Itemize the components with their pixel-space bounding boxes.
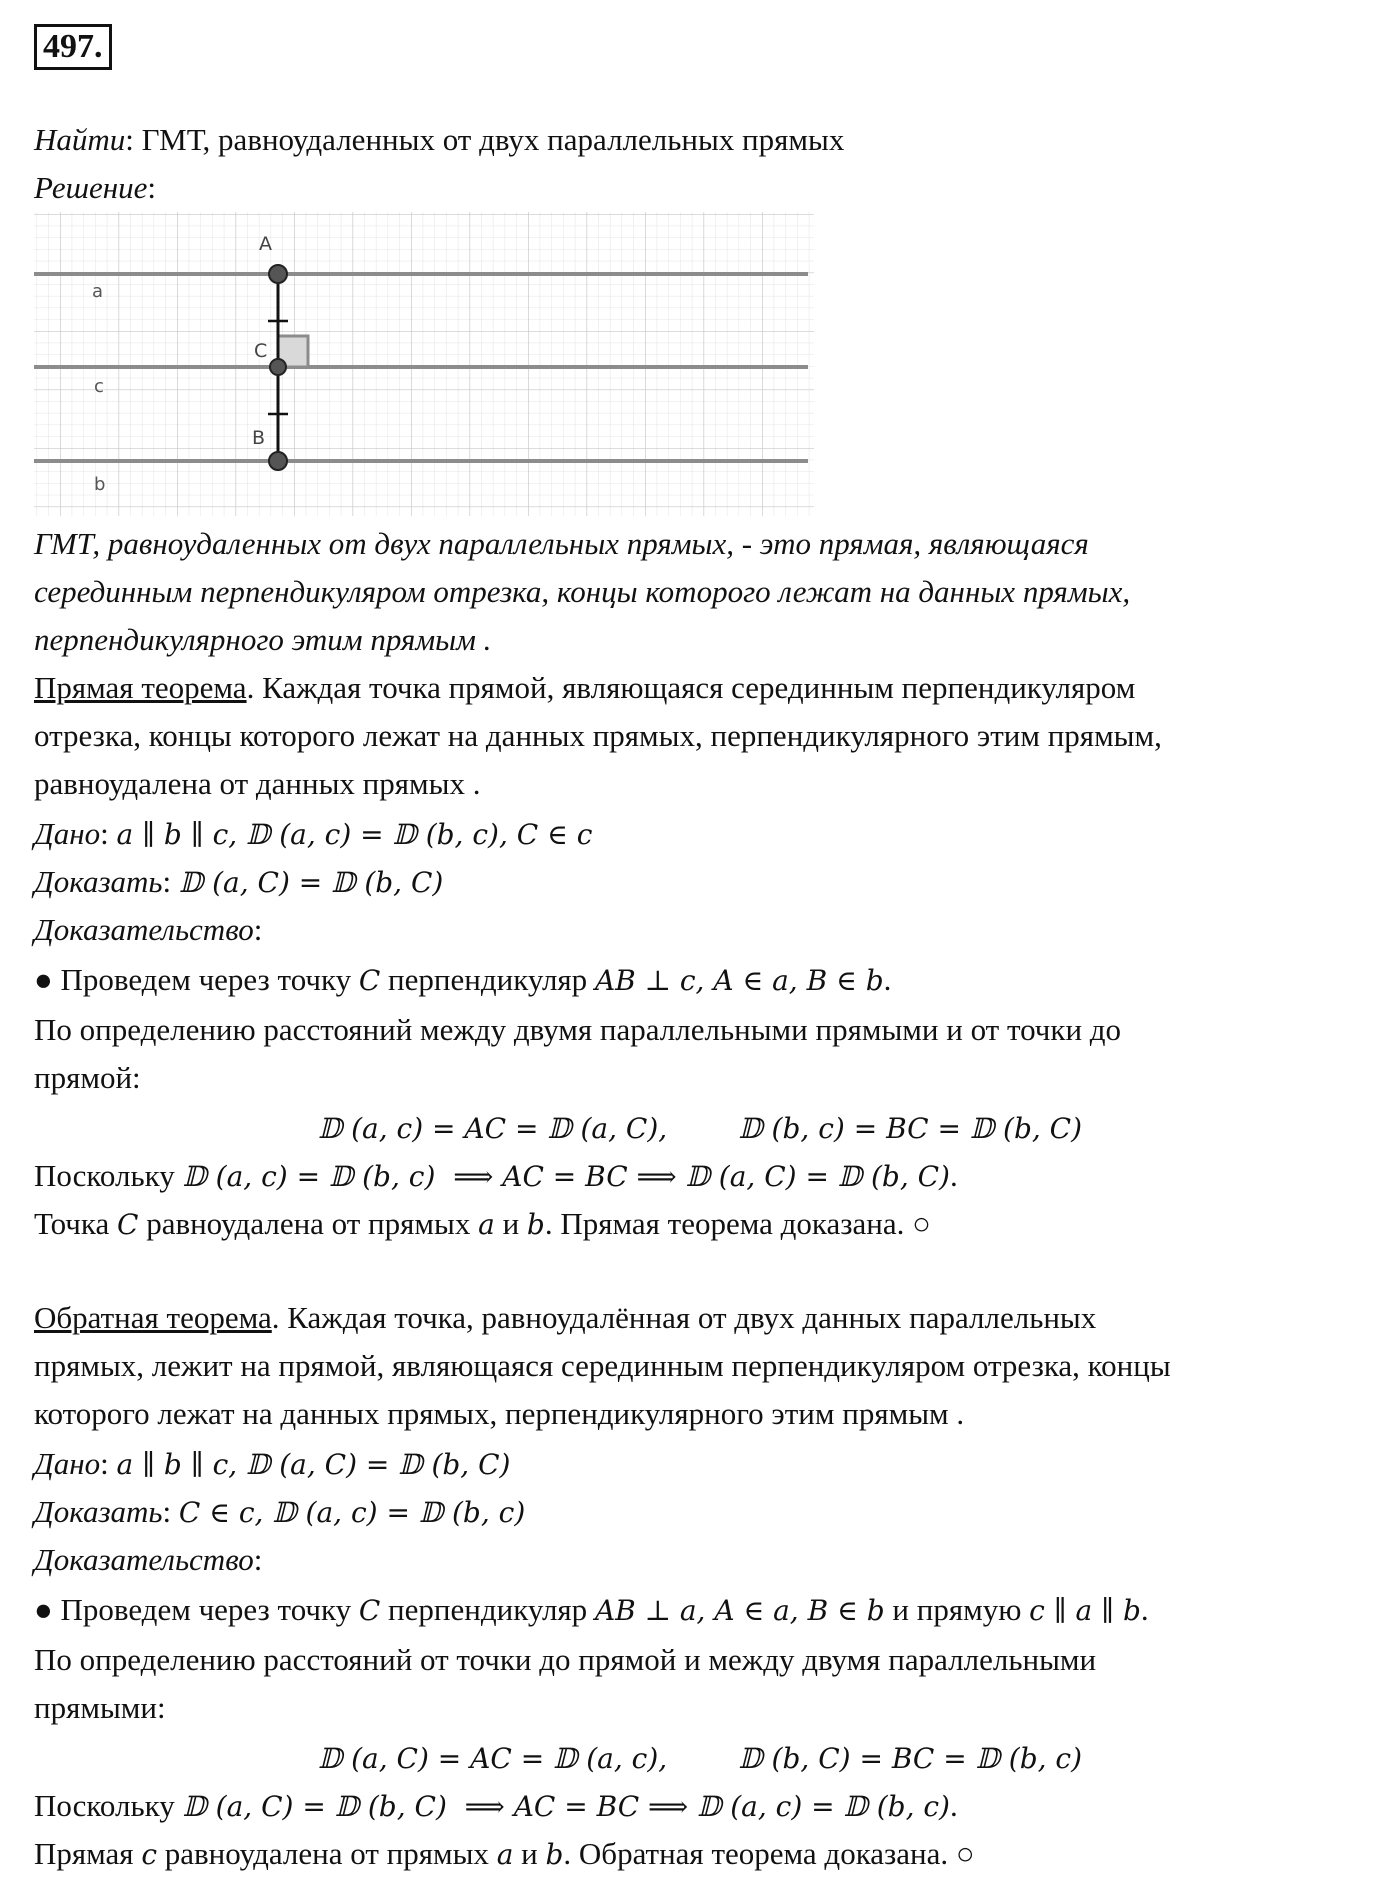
direct-conclusion: Точка C равноудалена от прямых a и b. Прямая теорема доказана. ○ <box>34 1206 931 1241</box>
statement-line-3: перпендикулярного этим прямым . <box>34 622 492 657</box>
direct-theorem-line-1: Прямая теорема. Каждая точка прямой, являющаяся серединным перпендикуляром <box>34 670 1136 705</box>
direct-formula: 𝔻 (a, c) = AC = 𝔻 (a, C), 𝔻 (b, c) = BC = 𝔻 (b, C) <box>317 1112 1083 1145</box>
label-point-c: C <box>254 340 268 362</box>
label-line-a: a <box>92 281 104 302</box>
converse-theorem-line-3: которого лежат на данных прямых, перпендикулярного этим прямым . <box>34 1396 965 1431</box>
direct-prove: Доказать: 𝔻 (a, C) = 𝔻 (b, C) <box>34 864 444 899</box>
converse-given: Дано: a ∥ b ∥ c, 𝔻 (a, C) = 𝔻 (b, C) <box>34 1446 511 1481</box>
point-b <box>269 452 287 470</box>
geometry-figure <box>34 212 814 516</box>
converse-proof-label: Доказательство: <box>34 1542 263 1577</box>
find-line <box>34 116 1370 164</box>
converse-theorem-line-2: прямых, лежит на прямой, являющаяся серединным перпендикуляром отрезка, концы <box>34 1348 1171 1383</box>
statement-line-2: серединным перпендикуляром отрезка, концы которого лежат на данных прямых, <box>34 574 1131 609</box>
label-line-b: b <box>94 474 106 495</box>
find-label: Найти <box>34 122 126 157</box>
problem-number: 497. <box>34 24 112 70</box>
solution-line: Решение: <box>34 170 156 205</box>
direct-since-line: Поскольку 𝔻 (a, c) = 𝔻 (b, c) ⟹ AC = BC ⟹ 𝔻 (a, C) = 𝔻 (b, C). <box>34 1158 958 1193</box>
label-point-a: A <box>259 233 272 255</box>
converse-theorem-line-1: Обратная теорема. Каждая точка, равноудалённая от двух данных параллельных <box>34 1300 1097 1335</box>
converse-proof-step: ● Проведем через точку C перпендикуляр AB ⊥ a, A ∈ a, B ∈ b и прямую c ∥ a ∥ b. <box>34 1592 1149 1627</box>
converse-conclusion: Прямая c равноудалена от прямых a и b. Обратная теорема доказана. ○ <box>34 1836 975 1871</box>
label-line-c: c <box>94 376 104 397</box>
converse-since-line: Поскольку 𝔻 (a, C) = 𝔻 (b, C) ⟹ AC = BC ⟹ 𝔻 (a, c) = 𝔻 (b, c). <box>34 1788 958 1823</box>
converse-definition-line-2: прямыми: <box>34 1690 166 1725</box>
converse-theorem-title: Обратная теорема <box>34 1300 272 1335</box>
point-a <box>269 265 287 283</box>
direct-theorem-line-3: равноудалена от данных прямых . <box>34 766 481 801</box>
grid-background <box>34 212 814 516</box>
converse-definition-line-1: По определению расстояний от точки до прямой и между двумя параллельными <box>34 1642 1097 1677</box>
solution-label: Решение <box>34 170 148 205</box>
direct-theorem-title: Прямая теорема <box>34 670 247 705</box>
converse-prove: Доказать: C ∈ c, 𝔻 (a, c) = 𝔻 (b, c) <box>34 1494 526 1529</box>
converse-formula: 𝔻 (a, C) = AC = 𝔻 (a, c), 𝔻 (b, C) = BC = 𝔻 (b, c) <box>317 1742 1083 1775</box>
direct-theorem-line-2: отрезка, концы которого лежат на данных прямых, перпендикулярного этим прямым, <box>34 718 1162 753</box>
direct-given: Дано: a ∥ b ∥ c, 𝔻 (a, c) = 𝔻 (b, c), C ∈ c <box>34 816 593 851</box>
direct-definition-line-2: прямой: <box>34 1060 141 1095</box>
direct-proof-label: Доказательство: <box>34 912 263 947</box>
direct-definition-line-1: По определению расстояний между двумя параллельными прямыми и от точки до <box>34 1012 1122 1047</box>
point-c <box>270 359 286 375</box>
statement-line-1: ГМТ, равноудаленных от двух параллельных прямых, - это прямая, являющаяся <box>34 526 1089 561</box>
direct-proof-step: ● Проведем через точку C перпендикуляр AB ⊥ c, A ∈ a, B ∈ b. <box>34 962 892 997</box>
find-text: : ГМТ, равноудаленных от двух параллельных прямых <box>125 122 845 157</box>
label-point-b: B <box>252 427 266 449</box>
